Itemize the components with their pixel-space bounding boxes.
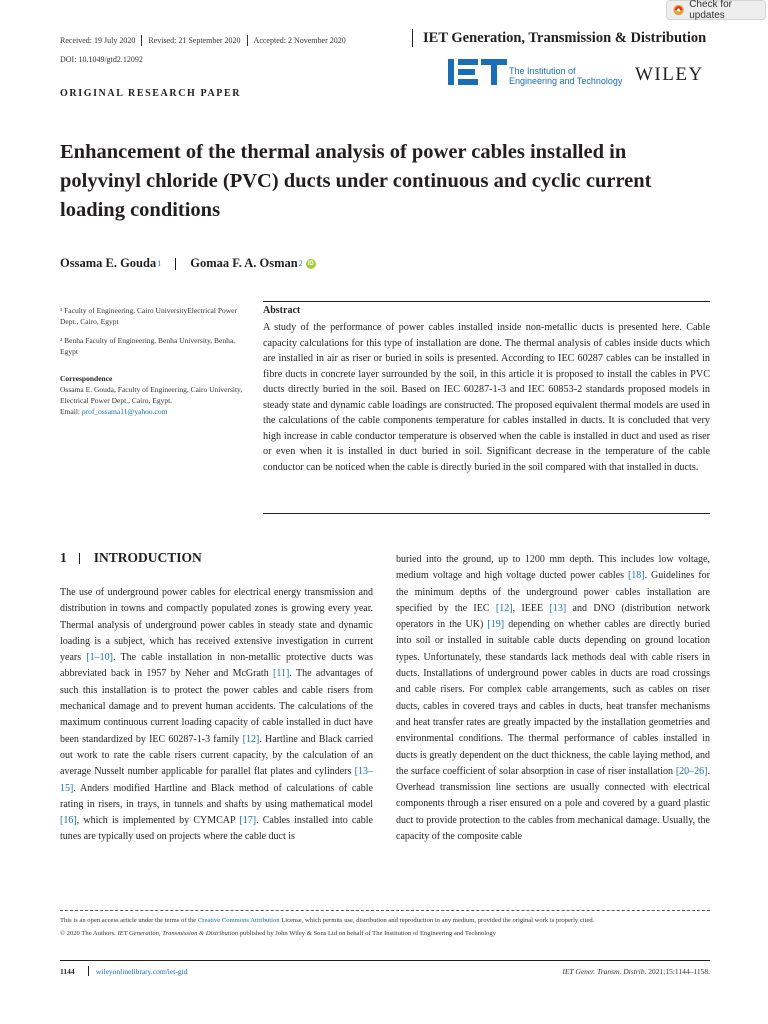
date-divider xyxy=(247,35,248,46)
citation-link[interactable]: [13–15] xyxy=(60,766,373,794)
check-for-updates-label: Check for updates xyxy=(689,0,732,21)
abstract-heading: Abstract xyxy=(263,305,301,316)
license-link[interactable]: Creative Commons Attribution xyxy=(197,917,280,924)
citation-link[interactable]: [20–26] xyxy=(675,765,708,777)
paper-title: Enhancement of the thermal analysis of power cables installed in polyvinyl chloride (PVC) ducts under continuous and cyclic current loading conditions xyxy=(60,141,652,221)
correspondence-email-link[interactable]: prof_ossama11@yahoo.com xyxy=(81,407,168,416)
crossmark-icon xyxy=(673,4,684,16)
body-text: . Anders modified Hartline and Black method of calculations of cable rating in risers, in trays, in tunnels and shafts by using mathematical model xyxy=(60,782,373,810)
correspondence-heading: Correspondence xyxy=(60,374,113,383)
check-for-updates-button[interactable] xyxy=(666,0,766,20)
citation-link[interactable]: [1–10] xyxy=(86,652,113,664)
author-divider xyxy=(175,258,176,270)
citation-link[interactable]: [18] xyxy=(627,570,645,582)
citation: IET Gener. Transm. Distrib. 2021;15:1144–1158. xyxy=(562,967,710,976)
affiliations xyxy=(60,305,250,417)
author-name[interactable]: Ossama E. Gouda xyxy=(60,256,157,270)
body-column-left xyxy=(60,585,373,846)
abstract-text: A study of the performance of power cables installed inside non-metallic ducts is presented here. Cable capacity calculations for this type of installation are done. The thermal analysis of cables inside ducts which are installed in air as riser or buried in soils is presented. According to IEC 60287 cables can be installed in fibre ducts in concrete layer surrounded by the soil, in this article it is proposed to install the cables in PVC ducts directly buried in the soil. Based on IEC 60287-1-3 and IEC 60853-2 standards proposed models in steady state and dynamic cable loadings are constructed. The proposed equivalent thermal models are used in the calculations of the cable components temperature for cables installed in ducts. It is concluded that very high increase in cable conductor temperature is observed when the cable is installed in duct and used as riser or even when it is installed in duct buried in soil. Significant decrease in the temperature of the cable conductor can be noticed when the cable is directly buried in the soil compared with that installed in ducts. xyxy=(263,322,710,473)
body-column-right xyxy=(396,552,710,845)
section-heading xyxy=(60,550,202,566)
body-text: , IEEE xyxy=(512,602,550,614)
page-number: 1144 xyxy=(60,967,75,976)
body-text: . Cables installed into cable tunes are typically used on projects where the cable duct is xyxy=(60,815,373,843)
journal-name: IET Generation, Transmission & Distribution xyxy=(412,29,708,47)
iet-logo-text: The Institution of Engineering and Technology xyxy=(509,66,623,86)
section-title: INTRODUCTION xyxy=(93,550,202,565)
accepted-date: Accepted: 2 November 2020 xyxy=(253,36,346,45)
body-text: . Hartline and Black carried out work to rate the cable risers current capacity, by the calculation of an average Nusselt number applicable for parallel flat plates and cylinders xyxy=(60,733,373,778)
citation-link[interactable]: [12] xyxy=(242,733,260,745)
citation-link[interactable]: [19] xyxy=(487,619,505,631)
orcid-icon[interactable]: iD xyxy=(307,260,314,267)
footnote-divider xyxy=(60,910,710,911)
abstract-bottom-rule xyxy=(263,513,710,514)
body-text: . The cable installation in non-metallic protective ducts was abbreviated back in 1957 by Neher and McGrath xyxy=(60,652,373,680)
body-text: buried into the ground, up to 1200 mm depth. This includes low voltage, medium voltage and high voltage ducted power cables xyxy=(396,554,710,582)
body-text: . Guidelines for the minimum depths of the underground power cables installation are specified by the IEC xyxy=(396,570,710,614)
affiliation-marker: 2 xyxy=(298,259,303,268)
footer-rule xyxy=(60,960,710,961)
body-text: . Overhead transmission line sections are usually connected with electrical components through a riser ensured on a pole and covered by a guard plastic duct to provide protection to the cables from mechanical damage. Usually, the capacity of the composite cable xyxy=(396,765,710,843)
correspondence-text: Ossama E. Gouda, Faculty of Engineering, Cairo University, Electrical Power Dept., Cairo, Egypt. Email: prof_ossama11@yahoo.com xyxy=(60,385,243,416)
received-date: Received: 19 July 2020 xyxy=(60,36,136,45)
date-divider xyxy=(141,35,142,46)
body-text: , which is implemented by CYMCAP xyxy=(76,815,240,827)
body-text: . The advantages of such this installation is to protect the power cables and cable risers from mechanical damage and to prevent human accidents. The calculations of the maximum continuous current loading capacity of cable installed in duct have been standardized by IEC 60287-1-3 family xyxy=(60,668,374,745)
article-dates xyxy=(60,35,346,46)
doi[interactable]: DOI: 10.1049/gtd2.12092 xyxy=(60,55,143,64)
citation-link[interactable]: [16] xyxy=(60,815,77,827)
affiliation-2: ² Benha Faculty of Engineering, Benha University, Benha, Egypt xyxy=(60,336,236,356)
revised-date: Revised: 21 September 2020 xyxy=(148,36,241,45)
license-footnote: This is an open access article under the terms of the Creative Commons Attribution License, which permits use, distribution and reproduction in any medium, provided the original work is properly cited. © 2020 The Authors. IET Generation, Transmission & Distribution published by John Wiley & Sons Ltd on behalf of The Institution of Engineering and Technology xyxy=(60,917,595,937)
citation-link[interactable]: [12] xyxy=(495,602,513,614)
body-text: The use of underground power cables for electrical energy transmission and distribution in towns and compactly populated zones is growing every year. Thermal analysis of underground power cables in steady state and dynamic loading is a subject, which has received extensive investigation in current years xyxy=(60,587,373,664)
journal-site-link[interactable]: wileyonlinelibrary.com/iet-gtd xyxy=(96,967,188,976)
iet-logo-icon xyxy=(448,57,508,87)
author-name[interactable]: Gomaa F. A. Osman xyxy=(190,256,298,270)
section-divider xyxy=(79,553,80,564)
section-number: 1 xyxy=(60,550,67,565)
citation-link[interactable]: [11] xyxy=(273,668,290,680)
citation-link[interactable]: [13] xyxy=(549,602,567,614)
paper-type: ORIGINAL RESEARCH PAPER xyxy=(60,88,242,99)
author-list xyxy=(60,256,316,271)
citation-link[interactable]: [17] xyxy=(239,815,257,827)
page-divider xyxy=(88,966,89,976)
body-text: depending on whether cables are directly buried into soil or installed in suitable cable ducts depending on ground location types. Unfortunately, these standards lack methods deal with cable risers in ducts. Installations of underground power cables in ducts are road crossings and cable risers. For complex cable arrangements, such as cables on riser ducts, cables in covered trays and cables in ducts, heat transfer mechanisms and heat transfer rates are greatly impacted by the installation geometries and environmental conditions. The thermal performance of cables installed in ducts is greatly dependent on the duct thickness, the cable laying method, and the surface coefficient of solar absorption in case of riser installation xyxy=(396,619,710,777)
affiliation-1: ¹ Faculty of Engineering, Cairo UniversityElectrical Power Dept., Cairo, Egypt xyxy=(60,306,237,326)
affiliation-marker: 1 xyxy=(157,259,162,268)
wiley-logo: WILEY xyxy=(635,64,704,85)
body-text: and DNO (distribution network operators in the UK) xyxy=(396,602,710,631)
abstract-top-rule xyxy=(263,301,710,302)
